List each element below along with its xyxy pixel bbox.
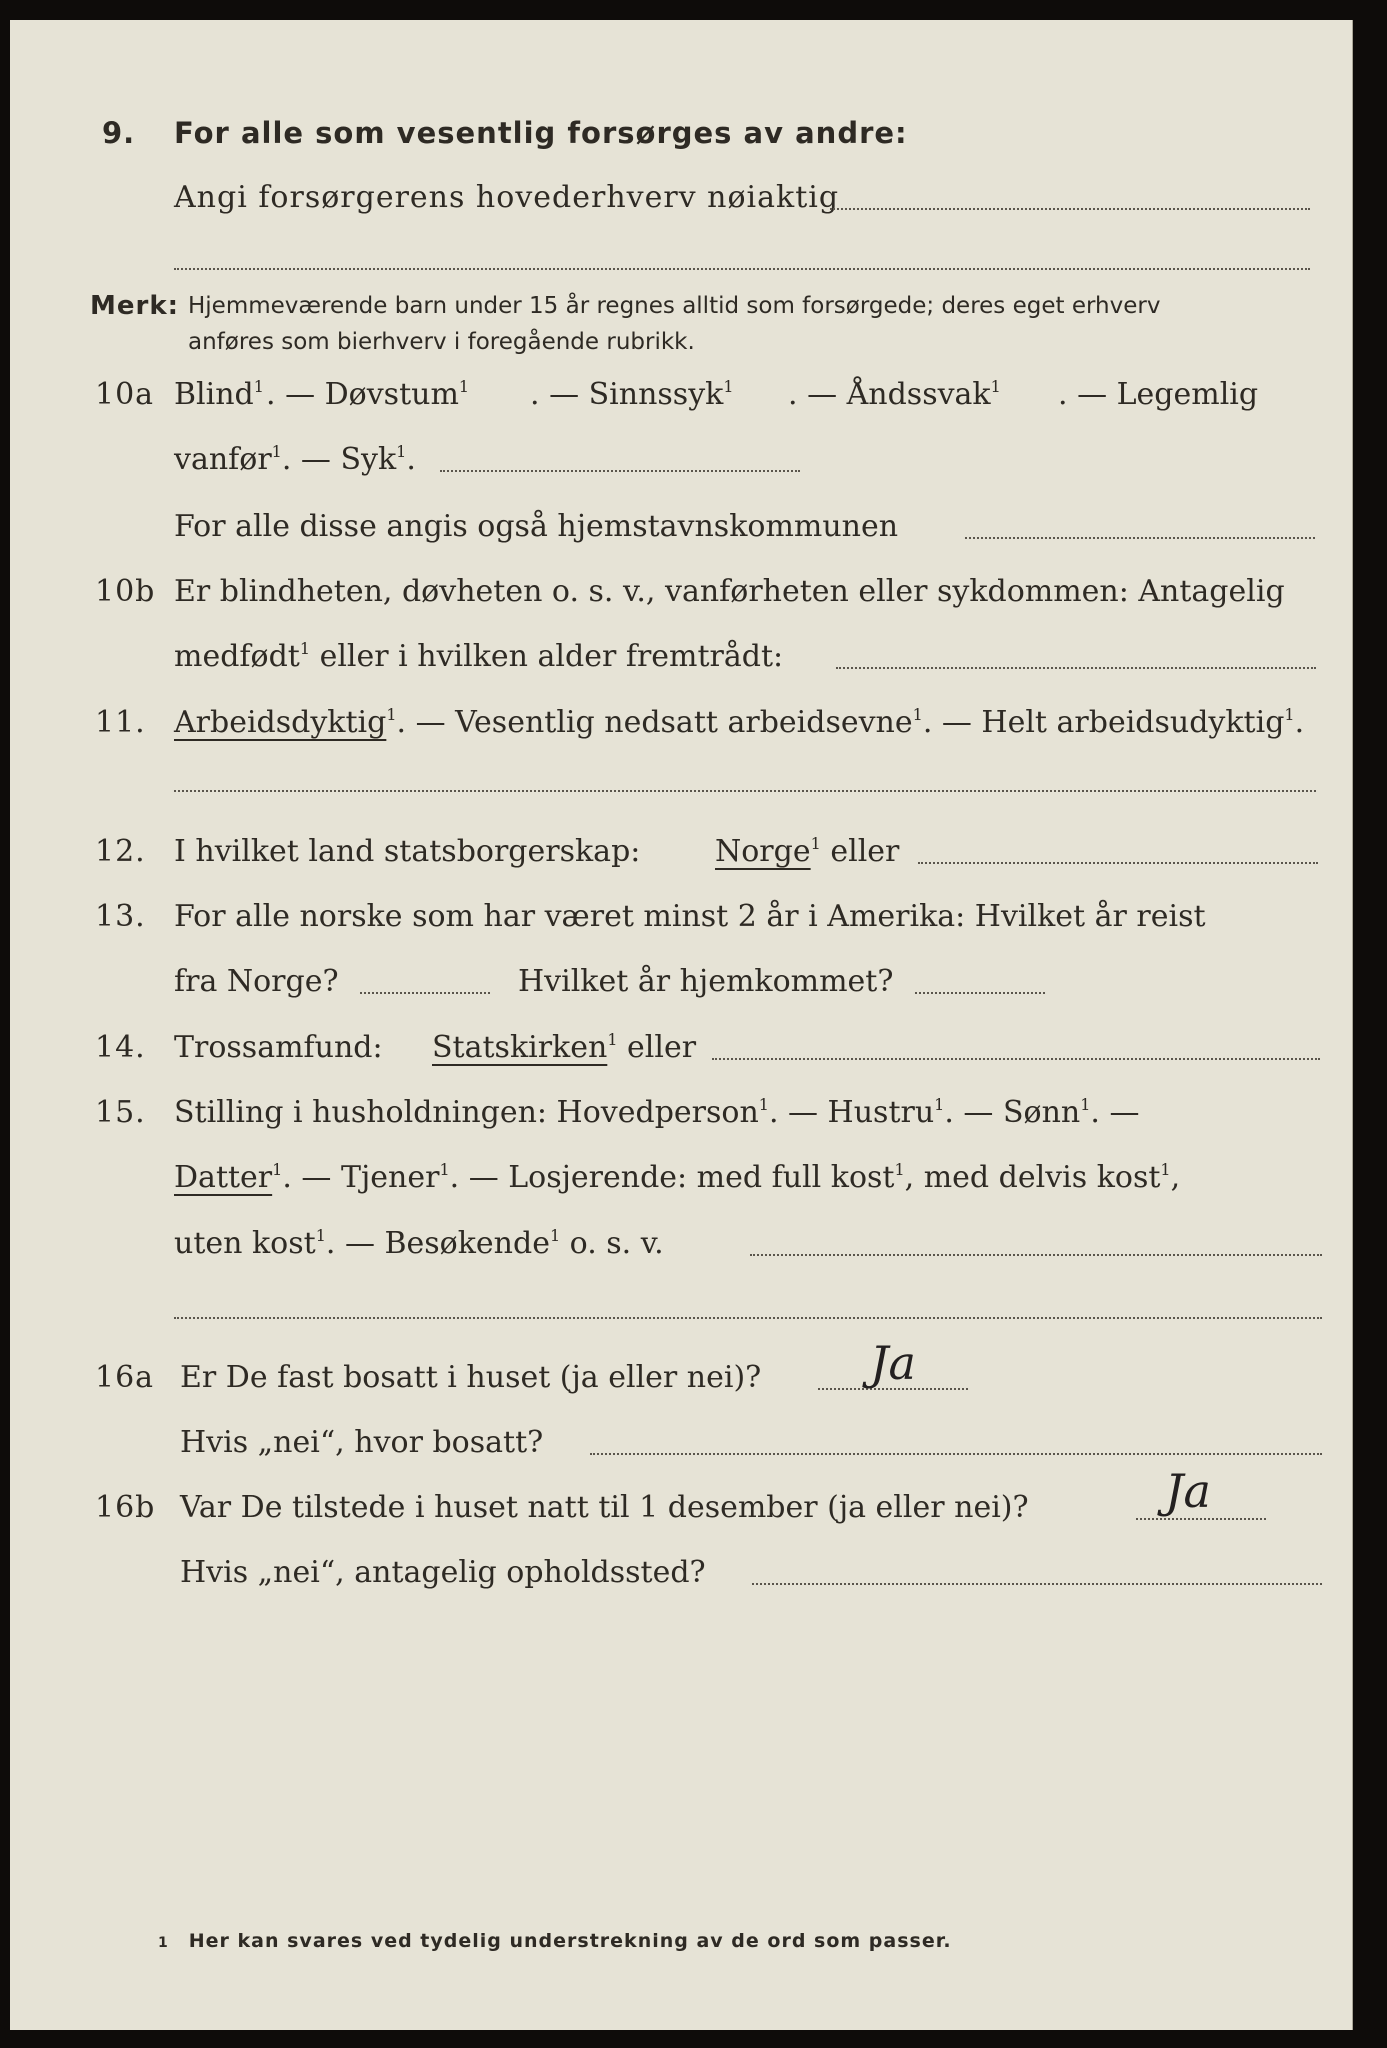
q13-number: 13. xyxy=(95,899,146,934)
q12-answer-row: Norge$^1$ eller xyxy=(715,834,900,869)
q12-option-norge-selected[interactable]: Norge xyxy=(715,834,811,869)
q16a-followup: Hvis „nei“, hvor bosatt? xyxy=(180,1425,544,1460)
q9-number: 9. xyxy=(102,116,136,150)
q9-occupation-row xyxy=(10,178,1352,218)
q13-left-norway-label: fra Norge? xyxy=(174,964,339,999)
q10a-option-sinnssyk: . — Sinnssyk$^1$ xyxy=(530,377,734,412)
q10a-option-vanfor: vanfør$^1$. — Syk$^1$. xyxy=(174,442,416,477)
footnote-text: Her kan svares ved tydelig understrekning av de ord som passer. xyxy=(188,1930,952,1952)
merk-note-row-2 xyxy=(10,322,1352,362)
q10b-number: 10b xyxy=(95,574,156,609)
q13-return-year-field[interactable] xyxy=(915,992,1045,994)
q10b-row xyxy=(10,572,1352,612)
q11-number: 11. xyxy=(95,705,146,740)
footnote-mark: 1 xyxy=(158,1935,169,1951)
q13-row-2 xyxy=(10,962,1352,1002)
q14-answer-row: Statskirken$^1$ eller xyxy=(432,1030,697,1065)
q15-number: 15. xyxy=(95,1095,146,1130)
q10b-onset-field[interactable] xyxy=(836,667,1316,669)
q14-row xyxy=(10,1028,1352,1068)
q13-row xyxy=(10,897,1352,937)
q13-line-1: For alle norske som har været minst 2 år i Amerika: Hvilket år reist xyxy=(174,899,1206,934)
q10a-option-andssvak: . — Åndssvak$^1$ xyxy=(788,377,1001,412)
q11-row xyxy=(10,703,1352,743)
merk-note-row xyxy=(10,286,1352,326)
q10a-option-legemlig: . — Legemlig xyxy=(1058,377,1259,412)
q16a-question: Er De fast bosatt i huset (ja eller nei)? xyxy=(180,1360,762,1395)
q10a-number: 10a xyxy=(95,377,155,412)
q9-occupation-field[interactable] xyxy=(830,208,1310,210)
census-form-page xyxy=(10,20,1353,2030)
q15-other-status-field[interactable] xyxy=(750,1254,1322,1256)
q10b-line-2: medfødt$^1$ eller i hvilken alder fremtrådt: xyxy=(174,639,784,674)
q16a-row xyxy=(10,1336,1352,1398)
q10a-option-dovstum: . — Døvstum$^1$ xyxy=(266,377,470,412)
merk-line-2: anføres som bierhverv i foregående rubrikk. xyxy=(188,329,695,355)
q14-question: Trossamfund: xyxy=(174,1030,383,1065)
q9-heading: For alle som vesentlig forsørges av andre: xyxy=(174,116,908,150)
q16b-row xyxy=(10,1464,1352,1528)
q14-option-statskirken-selected[interactable]: Statskirken xyxy=(432,1030,608,1065)
q12-number: 12. xyxy=(95,834,146,869)
q14-other-faith-field[interactable] xyxy=(712,1058,1320,1060)
q10a-row-2 xyxy=(10,440,1352,480)
q11-options: Arbeidsdyktig$^1$. — Vesentlig nedsatt arbeidsevne$^1$. — Helt arbeidsudyktig$^1$. xyxy=(174,705,1305,740)
q12-other-country-field[interactable] xyxy=(918,862,1318,864)
q16b-row-2 xyxy=(10,1553,1352,1593)
q13-returned-label: Hvilket år hjemkommet? xyxy=(518,964,894,999)
q12-row xyxy=(10,832,1352,872)
q10a-row-3 xyxy=(10,507,1352,547)
q9-extra-line-field[interactable] xyxy=(174,268,1310,270)
q12-question: I hvilket land statsborgerskap: xyxy=(174,834,641,869)
merk-label: Merk: xyxy=(90,291,180,321)
q16a-row-2 xyxy=(10,1423,1352,1463)
q16b-handwritten-answer: Ja xyxy=(1165,1464,1211,1518)
q15-line-2: Datter$^1$. — Tjener$^1$. — Losjerende: med full kost$^1$, med delvis kost$^1$, xyxy=(174,1160,1181,1195)
q10a-option-blind: Blind$^1$ xyxy=(174,377,264,412)
q10b-line-1: Er blindheten, døvheten o. s. v., vanførheten eller sykdommen: Antagelig xyxy=(174,574,1285,609)
q10a-row xyxy=(10,375,1352,415)
q9-heading-row xyxy=(10,113,1352,153)
q15-extra-line-field[interactable] xyxy=(174,1317,1322,1319)
q16b-question: Var De tilstede i huset natt til 1 desember (ja eller nei)? xyxy=(180,1490,1029,1525)
q10a-sick-field[interactable] xyxy=(440,470,800,472)
q15-row-2 xyxy=(10,1158,1352,1198)
q16a-handwritten-answer: Ja xyxy=(870,1336,916,1390)
q15-row xyxy=(10,1093,1352,1133)
q11-option-arbeidsdyktig-selected[interactable]: Arbeidsdyktig xyxy=(174,705,387,740)
q15-option-datter-selected[interactable]: Datter xyxy=(174,1160,273,1195)
q15-row-3 xyxy=(10,1224,1352,1264)
q16b-followup: Hvis „nei“, antagelig opholdssted? xyxy=(180,1555,706,1590)
q13-left-year-field[interactable] xyxy=(360,992,490,994)
q10a-home-municipality-label: For alle disse angis også hjemstavnskommunen xyxy=(174,509,899,544)
q14-number: 14. xyxy=(95,1030,146,1065)
merk-line-1: Hjemmeværende barn under 15 år regnes alltid som forsørgede; deres eget erhverv xyxy=(188,293,1161,319)
q9-occupation-label: Angi forsørgerens hovederhverv nøiaktig xyxy=(174,180,840,215)
footnote xyxy=(158,1930,952,1952)
q16a-number: 16a xyxy=(95,1360,155,1395)
q16b-number: 16b xyxy=(95,1490,156,1525)
q10b-row-2 xyxy=(10,637,1352,677)
q15-line-1: Stilling i husholdningen: Hovedperson$^1$. — Hustru$^1$. — Sønn$^1$. — xyxy=(174,1095,1140,1130)
q16b-answer-field[interactable] xyxy=(1136,1518,1266,1520)
q16a-residence-field[interactable] xyxy=(590,1453,1322,1455)
q16b-whereabouts-field[interactable] xyxy=(752,1583,1322,1585)
q11-extra-line-field[interactable] xyxy=(174,790,1316,792)
q10a-home-municipality-field[interactable] xyxy=(965,537,1315,539)
q15-line-3: uten kost$^1$. — Besøkende$^1$ o. s. v. xyxy=(174,1226,664,1261)
